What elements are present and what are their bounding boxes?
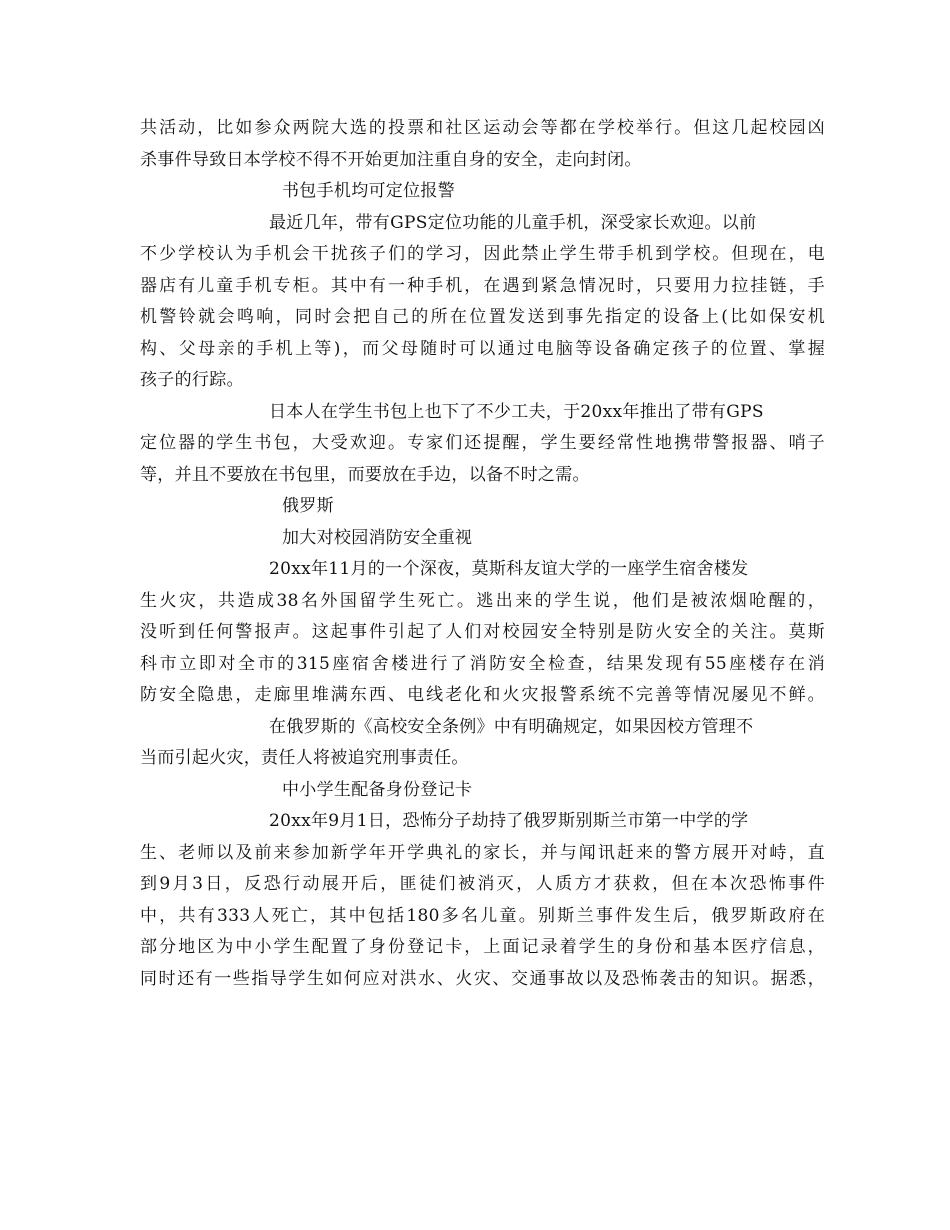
text-line: 最近几年，带有GPS定位功能的儿童手机，深受家长欢迎。以前 [269,212,757,233]
text-line: 同时还有一些指导学生如何应对洪水、火灾、交通事故以及恐怖袭击的知识。据悉， [140,968,825,989]
text-line: 器店有儿童手机专柜。其中有一种手机，在遇到紧急情况时，只要用力拉挂链，手 [140,275,825,296]
text-line: 不少学校认为手机会干扰孩子们的学习，因此禁止学生带手机到学校。但现在，电 [140,244,825,264]
text-line: 共活动，比如参众两院大选的投票和社区运动会等都在学校举行。但这几起校园凶 [140,118,825,138]
text-line: 机警铃就会鸣响，同时会把自己的所在位置发送到事先指定的设备上(比如保安机 [140,307,825,327]
text-line: 杀事件导致日本学校不得不开始更加注重自身的安全，走向封闭。 [140,149,642,170]
text-line: 定位器的学生书包，大受欢迎。专家们还提醒，学生要经常性地携带警报器、哨子 [140,433,825,453]
text-line: 等，并且不要放在书包里，而要放在手边，以备不时之需。 [140,464,590,485]
text-line: 当而引起火灾，责任人将被追究刑事责任。 [140,748,469,768]
text-line: 20xx年11月的一个深夜，莫斯科友谊大学的一座学生宿舍楼发 [269,559,749,579]
section-heading: 书包手机均可定位报警 [282,181,455,201]
text-line: 生、老师以及前来参加新学年开学典礼的家长，并与闻讯赶来的警方展开对峙，直 [140,842,825,863]
text-line: 部分地区为中小学生配置了身份登记卡，上面记录着学生的身份和基本医疗信息， [140,937,825,957]
text-line: 20xx年9月1日，恐怖分子劫持了俄罗斯别斯兰市第一中学的学 [269,811,749,831]
text-line: 防安全隐患，走廊里堆满东西、电线老化和火灾报警系统不完善等情况屡见不鲜。 [140,685,825,705]
text-line: 日本人在学生书包上也下了不少工夫，于20xx年推出了带有GPS [269,401,764,422]
text-line: 科市立即对全市的315座宿舍楼进行了消防安全检查，结果发现有55座楼存在消 [140,653,825,674]
document-body [140,113,825,995]
section-heading: 中小学生配备身份登记卡 [282,779,473,800]
section-heading: 俄罗斯 [282,496,334,516]
text-line: 孩子的行踪。 [140,370,244,390]
text-line: 中，共有333人死亡，其中包括180多名儿童。别斯兰事件发生后，俄罗斯政府在 [140,905,825,926]
text-line: 没听到任何警报声。这起事件引起了人们对校园安全特别是防火安全的关注。莫斯 [140,622,825,642]
text-line: 生火灾，共造成38名外国留学生死亡。逃出来的学生说，他们是被浓烟呛醒的， [140,590,825,611]
text-line: 构、父母亲的手机上等)，而父母随时可以通过电脑等设备确定孩子的位置、掌握 [140,338,825,359]
text-line: 到9月3日，反恐行动展开后，匪徒们被消灭，人质方才获救，但在本次恐怖事件 [140,874,825,894]
text-line: 在俄罗斯的《高校安全条例》中有明确规定，如果因校方管理不 [269,716,754,737]
section-heading: 加大对校园消防安全重视 [282,527,473,548]
